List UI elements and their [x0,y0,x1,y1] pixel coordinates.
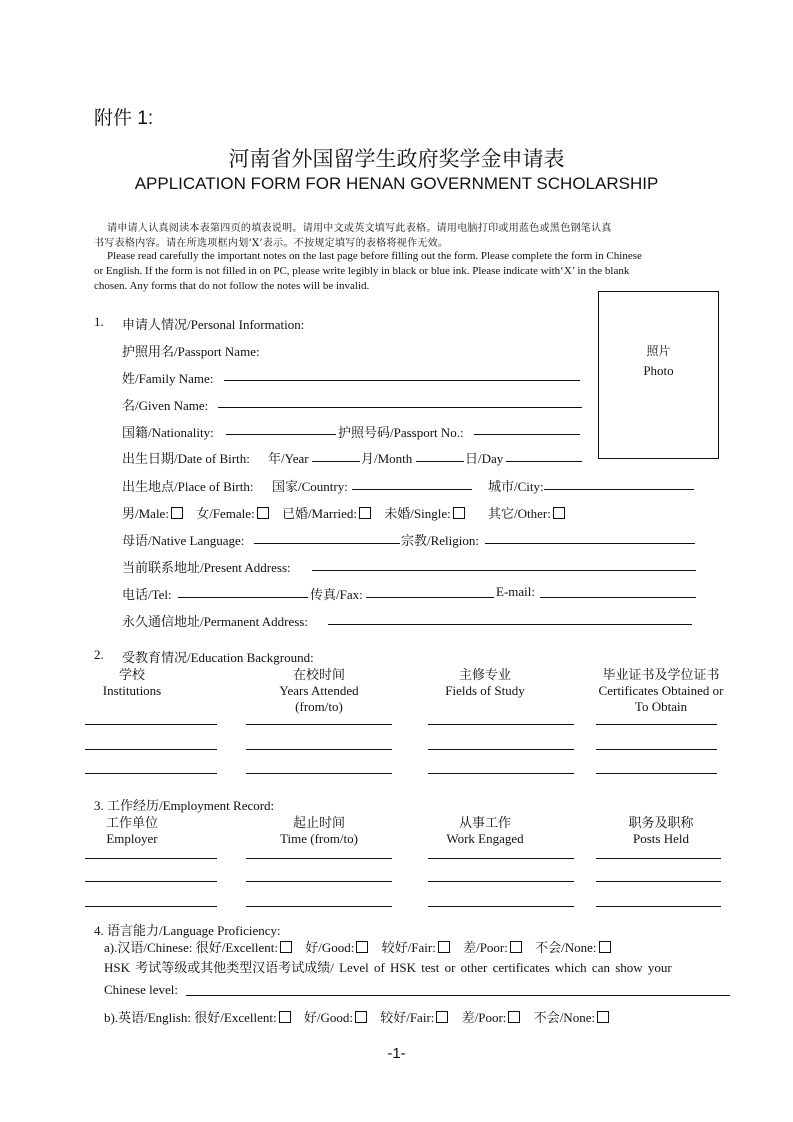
section2-title: 受教育情况/Education Background: [122,650,314,665]
section4-title: 4. 语言能力/Language Proficiency: [94,923,281,938]
emp-col-posts-header [586,812,736,847]
city-label: 城市/City: [488,479,544,494]
single-checkbox[interactable] [453,507,465,519]
emp-col3-en: Work Engaged [446,831,524,846]
passport-no-label: 护照号码/Passport No.: [338,425,464,440]
given-name-field[interactable] [218,407,582,408]
form-title-english: APPLICATION FORM FOR HENAN GOVERNMENT SCHOLARSHIP [134,174,659,193]
hsk-label-line1: HSK 考试等级或其他类型汉语考试成绩/ Level of HSK test or other certificates which can show your [104,960,672,975]
edu-col-institutions-header [82,664,182,699]
family-name-label: 姓/Family Name: [122,371,214,386]
emp-col1-cn: 工作单位 [105,815,158,830]
section1-number: 1. [94,314,104,329]
page-number: -1- [387,1045,406,1062]
notes-cn-line1: 请申请人认真阅读本表第四页的填表说明。请用中文或英文填写此表格。请用电脑打印或用蓝色或黑色钢笔认真 [107,223,612,234]
hsk-label-line2: Chinese level: [104,982,179,997]
english-none-label: 不会/None: [533,1010,596,1025]
given-name-label: 名/Given Name: [122,398,209,413]
english-fair-checkbox[interactable] [436,1011,448,1023]
edu-col4-en: Certificates Obtained or [598,683,724,698]
chinese-proficiency-row [104,937,613,956]
section1-title: 申请人情况/Personal Information: [122,317,305,332]
photo-label-en: Photo [643,363,674,378]
emp-col3-cn: 从事工作 [458,815,511,830]
chinese-excellent-checkbox[interactable] [280,941,292,953]
female-checkbox[interactable] [257,507,269,519]
native-language-field[interactable] [254,543,400,544]
english-fair-label: 较好/Fair: [380,1010,435,1025]
city-field[interactable] [544,489,694,490]
emp-row3-work[interactable] [428,906,574,907]
native-language-label: 母语/Native Language: [122,533,245,548]
dob-month-field[interactable] [416,461,464,462]
other-checkbox[interactable] [553,507,565,519]
english-poor-checkbox[interactable] [508,1011,520,1023]
photo-box[interactable] [598,291,719,459]
attachment-label: 附件 1: [94,108,154,129]
dob-day-label: 日/Day [465,451,504,466]
emp-row1-work[interactable] [428,858,574,859]
notes-en-line3: chosen. Any forms that do not follow the notes will be invalid. [94,280,370,292]
country-label: 国家/Country: [272,479,348,494]
form-title-chinese: 河南省外国留学生政府奖学金申请表 [228,147,565,171]
english-good-label: 好/Good: [303,1010,353,1025]
chinese-poor-checkbox[interactable] [510,941,522,953]
permanent-address-field[interactable] [328,624,692,625]
edu-col-certificates-header [586,664,736,715]
emp-col-time-header [244,812,394,847]
edu-col4-cn: 毕业证书及学位证书 [602,667,720,682]
emp-col2-cn: 起止时间 [292,815,345,830]
religion-label: 宗教/Religion: [401,533,480,548]
chinese-none-checkbox[interactable] [599,941,611,953]
edu-col3-en: Fields of Study [445,683,525,698]
religion-field[interactable] [485,543,695,544]
edu-row1-certificate[interactable] [596,724,717,725]
notes-cn-line2: 书写表格内容。请在所选项框内划‘X’表示。不按规定填写的表格将视作无效。 [94,238,449,249]
tel-label: 电话/Tel: [122,587,172,602]
emp-row1-employer[interactable] [85,858,217,859]
english-poor-label: 差/Poor: [461,1010,507,1025]
dob-year-label: 年/Year [268,451,309,466]
chinese-fair-label: 较好/Fair: [381,940,436,955]
emp-row2-time[interactable] [246,881,392,882]
emp-col1-en: Employer [106,831,158,846]
permanent-address-label: 永久通信地址/Permanent Address: [122,614,308,629]
married-label: 已婚/Married: [281,506,358,521]
present-address-field[interactable] [312,570,696,571]
english-excellent-label: 很好/Excellent: [194,1010,277,1025]
chinese-excellent-label: 很好/Excellent: [195,940,279,955]
emp-row3-employer[interactable] [85,906,217,907]
english-none-checkbox[interactable] [597,1011,609,1023]
chinese-poor-label: 差/Poor: [463,940,508,955]
hsk-level-field[interactable] [186,995,730,996]
gender-marital-row [122,503,567,522]
edu-row3-certificate[interactable] [596,773,717,774]
edu-row1-institution[interactable] [85,724,217,725]
emp-row2-post[interactable] [596,881,721,882]
male-checkbox[interactable] [171,507,183,519]
emp-col2-en: Time (from/to) [280,831,358,846]
emp-col-employer-header [82,812,182,847]
chinese-fair-checkbox[interactable] [438,941,450,953]
edu-col-years-header [244,664,394,715]
english-good-checkbox[interactable] [355,1011,367,1023]
edu-col2-cn: 在校时间 [292,667,345,682]
present-address-label: 当前联系地址/Present Address: [122,560,291,575]
email-field[interactable] [540,597,696,598]
male-label: 男/Male: [122,506,169,521]
emp-row1-time[interactable] [246,858,392,859]
country-field[interactable] [352,489,472,490]
notes-en-line2: or English. If the form is not filled in on PC, please write legibly in black or blue ink. Please indicate with‘X’ in the blank [94,265,630,277]
section2-number: 2. [94,647,104,662]
married-checkbox[interactable] [359,507,371,519]
fax-label: 传真/Fax: [310,587,363,602]
emp-row1-post[interactable] [596,858,721,859]
edu-col1-en: Institutions [102,683,162,698]
notes-en-line1: Please read carefully the important notes on the last page before filling out the form. Please complete the form in Chinese [107,250,642,262]
emp-col4-en: Posts Held [633,831,689,846]
edu-col4-en2: To Obtain [634,699,688,714]
edu-col1-cn: 学校 [118,667,145,682]
english-proficiency-row [104,1007,611,1026]
edu-row2-institution[interactable] [85,749,217,750]
dob-day-field[interactable] [506,461,582,462]
edu-row3-institution[interactable] [85,773,217,774]
tel-field[interactable] [178,597,308,598]
dob-month-label: 月/Month [361,451,413,466]
chinese-good-checkbox[interactable] [356,941,368,953]
emp-col-work-header [425,812,545,847]
edu-row1-years[interactable] [246,724,392,725]
other-label: 其它/Other: [487,506,551,521]
emp-row3-time[interactable] [246,906,392,907]
fax-field[interactable] [366,597,494,598]
chinese-label: a).汉语/Chinese: [104,940,193,955]
emp-row2-work[interactable] [428,881,574,882]
photo-label-cn: 照片 [646,344,671,358]
emp-row3-post[interactable] [596,906,721,907]
edu-row2-certificate[interactable] [596,749,717,750]
edu-col3-cn: 主修专业 [458,667,511,682]
pob-label: 出生地点/Place of Birth: [122,479,254,494]
emp-col4-cn: 职务及职称 [628,815,694,830]
nationality-label: 国籍/Nationality: [122,425,214,440]
edu-row3-years[interactable] [246,773,392,774]
edu-col-fields-header [425,664,545,699]
edu-col2-en: Years Attended [279,683,359,698]
dob-label: 出生日期/Date of Birth: [122,451,250,466]
passport-no-field[interactable] [474,434,580,435]
english-label: b).英语/English: [104,1010,192,1025]
chinese-none-label: 不会/None: [535,940,597,955]
edu-row1-field[interactable] [428,724,574,725]
section3-title: 3. 工作经历/Employment Record: [94,798,275,813]
dob-year-field[interactable] [312,461,360,462]
email-label: E-mail: [496,584,535,599]
edu-row2-field[interactable] [428,749,574,750]
edu-row2-years[interactable] [246,749,392,750]
passport-name-label: 护照用名/Passport Name: [122,344,260,359]
emp-row2-employer[interactable] [85,881,217,882]
edu-row3-field[interactable] [428,773,574,774]
edu-col2-en2: (from/to) [295,699,343,714]
nationality-field[interactable] [226,434,336,435]
single-label: 未婚/Single: [384,506,451,521]
family-name-field[interactable] [224,380,580,381]
chinese-good-label: 好/Good: [305,940,355,955]
english-excellent-checkbox[interactable] [279,1011,291,1023]
female-label: 女/Female: [196,506,255,521]
